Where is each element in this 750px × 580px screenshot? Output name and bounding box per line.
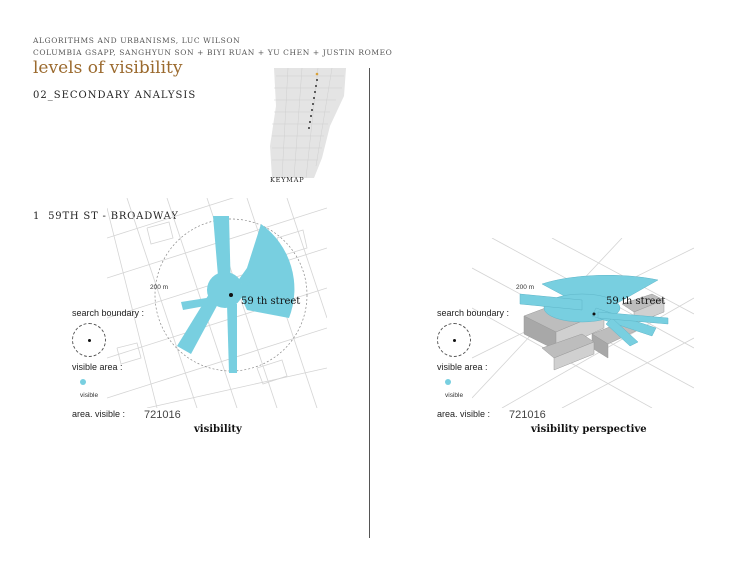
panel-caption-perspective: visibility perspective	[531, 424, 647, 435]
location-name: 59TH ST - BROADWAY	[48, 211, 179, 222]
search-boundary-label-perspective: search boundary :	[437, 308, 510, 318]
location-number: 1	[33, 211, 41, 222]
page-title: levels of visibility	[33, 58, 183, 78]
area-visible-value-perspective: 721016	[509, 409, 546, 421]
area-visible-label: area. visible :	[72, 409, 126, 419]
search-boundary-label: search boundary :	[72, 308, 145, 318]
visibility-map-perspective	[472, 238, 694, 408]
visible-swatch	[80, 379, 86, 385]
credit-line-course: ALGORITHMS AND URBANISMS, LUC WILSON	[33, 36, 241, 45]
keymap-image	[268, 66, 348, 178]
page-divider	[369, 68, 370, 538]
visible-area-label-perspective: visible area :	[437, 362, 488, 372]
visible-swatch-perspective	[445, 379, 451, 385]
area-visible-value: 721016	[144, 409, 181, 421]
section-subtitle: 02_SECONDARY ANALYSIS	[33, 90, 197, 101]
visible-legend-text-perspective: visible	[445, 392, 464, 399]
visible-legend-text: visible	[80, 392, 99, 399]
credit-line-authors: COLUMBIA GSAPP, SANGHYUN SON + BIYI RUAN + YU CHEN + JUSTIN ROMEO	[33, 48, 393, 57]
center-point-symbol-perspective	[453, 339, 456, 342]
visible-area-label: visible area :	[72, 362, 123, 372]
radius-label: 200 m	[150, 284, 169, 291]
street-label-perspective: 59 th street	[606, 296, 666, 307]
radius-label-perspective: 200 m	[516, 284, 535, 291]
street-label: 59 th street	[241, 296, 301, 307]
center-point-symbol	[88, 339, 91, 342]
keymap-label: KEYMAP	[270, 176, 305, 184]
area-visible-label-perspective: area. visible :	[437, 409, 491, 419]
panel-caption: visibility	[194, 424, 242, 435]
